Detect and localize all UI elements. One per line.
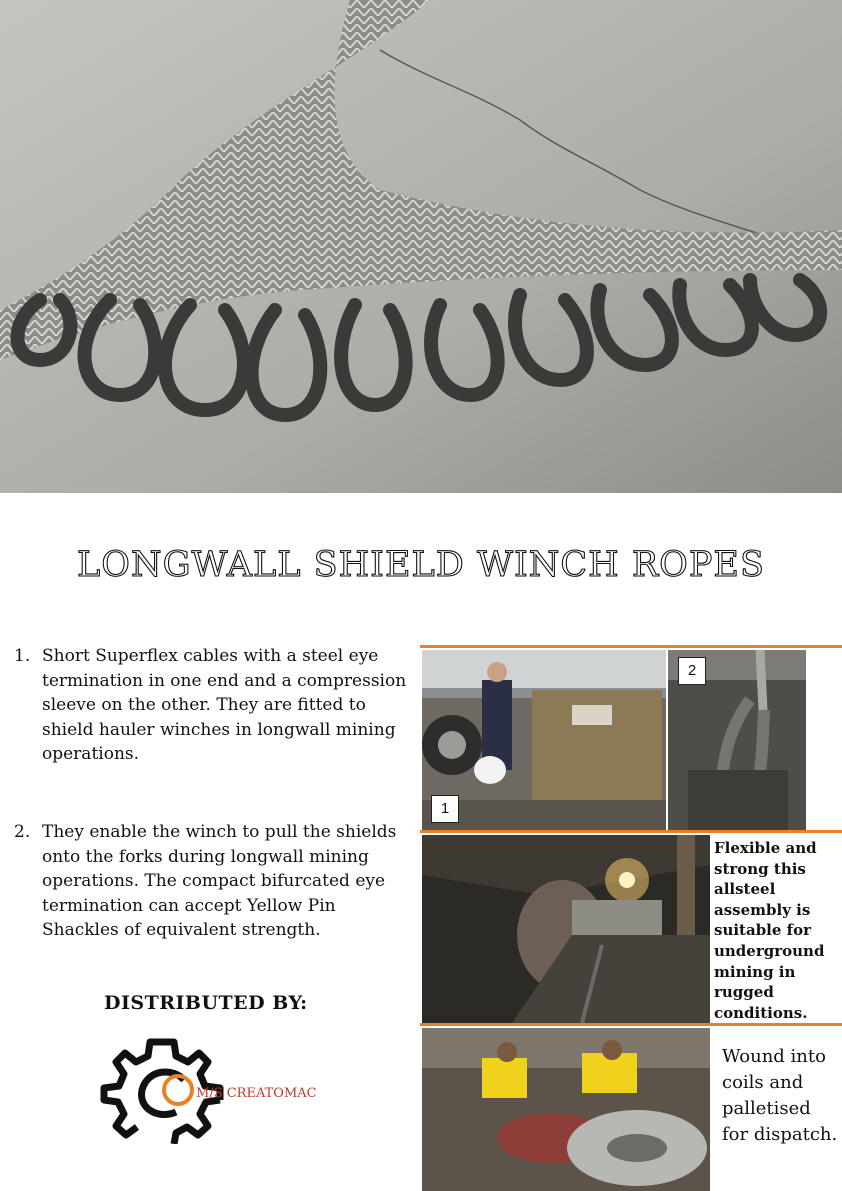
company-name: M/S CREATOMAC [196,1086,317,1101]
distributed-by-label: DISTRIBUTED BY: [104,992,308,1014]
photo-coiling [422,1028,710,1191]
page-title: LONGWALL SHIELD WINCH ROPES [77,545,765,585]
point-number: 1. [14,646,31,666]
point-2 [14,820,412,943]
point-1 [14,644,412,767]
orange-divider [420,645,842,648]
orange-divider [420,1023,842,1026]
photo-badge-2: 2 [678,657,706,685]
point-text: They enable the winch to pull the shields onto the forks during longwall mining operations. The compact bifurcated eye termination can accept Yellow Pin Shackles of equivalent strength. [42,822,397,940]
orange-divider [420,830,842,833]
caption-wound: Wound into coils and palletised for dispatch. [722,1046,838,1145]
hero-rope-photo [0,0,842,493]
caption-flexible: Flexible and strong this allsteel assembly is suitable for underground mining in rugged conditions. [714,839,825,1022]
photo-badge-1: 1 [431,795,459,823]
photo-underground-mine [422,835,710,1023]
point-text: Short Superflex cables with a steel eye termination in one end and a compression sleeve on the other. They are fitted to shield hauler winches in longwall mining operations. [42,646,407,764]
point-number: 2. [14,822,31,842]
